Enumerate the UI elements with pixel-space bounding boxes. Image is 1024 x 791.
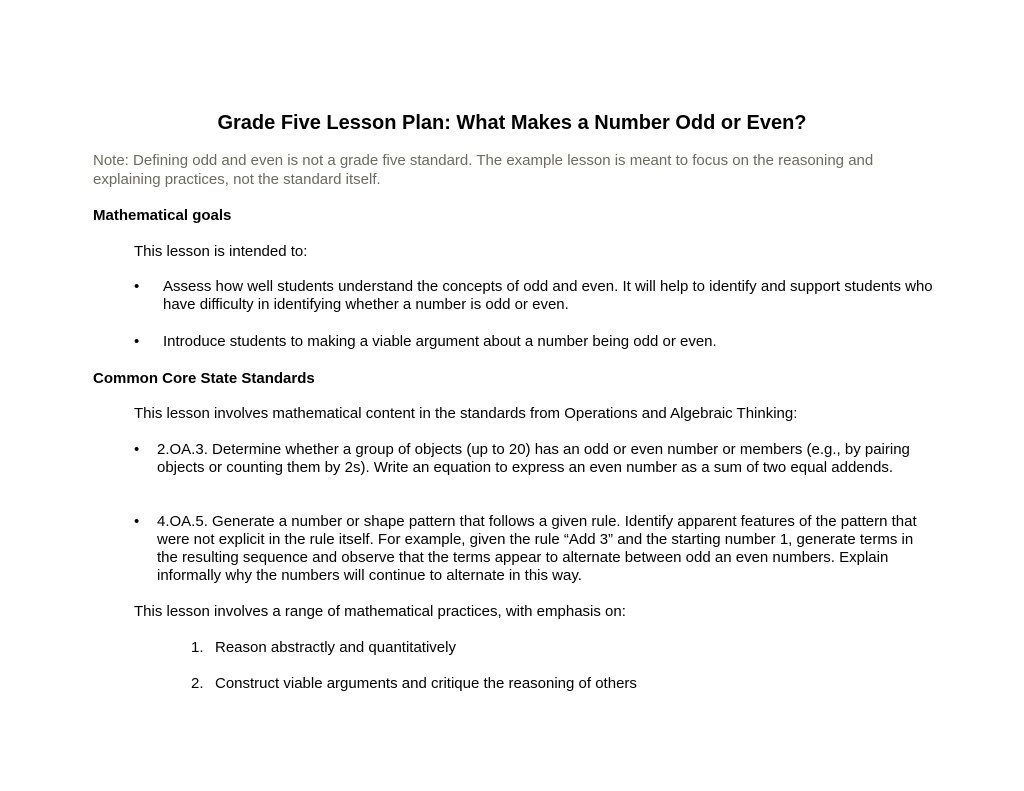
list-number: 1. <box>191 639 204 656</box>
bullet-text: 4.OA.5. Generate a number or shape pattern that follows a given rule. Identify apparent features of the pattern that were not explicit in the rule itself. For example, given the rule “Add 3” and the starting number 1, generate terms in the resulting sequence and observe that the terms appear to alternate between odd an even numbers. Explain informally why the numbers will continue to alternate in this way. <box>157 513 917 584</box>
goals-heading: Mathematical goals <box>93 207 232 224</box>
list-item-text: Reason abstractly and quantitatively <box>215 639 456 656</box>
bullet-icon: • <box>134 333 140 350</box>
list-item-text: Construct viable arguments and critique the reasoning of others <box>215 675 637 692</box>
list-number: 2. <box>191 675 204 692</box>
bullet-text: Assess how well students understand the concepts of odd and even. It will help to identify and support students who have difficulty in identifying whether a number is odd or even. <box>163 278 933 313</box>
bullet-text: 2.OA.3. Determine whether a group of objects (up to 20) has an odd or even number or members (e.g., by pairing objects or counting them by 2s). Write an equation to express an even number as a sum of two equal addends. <box>157 441 910 476</box>
bullet-icon: • <box>134 441 140 458</box>
practices-intro: This lesson involves a range of mathematical practices, with emphasis on: <box>134 603 626 620</box>
page-title: Grade Five Lesson Plan: What Makes a Number Odd or Even? <box>217 112 807 134</box>
bullet-text: Introduce students to making a viable argument about a number being odd or even. <box>163 333 717 350</box>
standards-intro: This lesson involves mathematical content in the standards from Operations and Algebraic Thinking: <box>134 405 798 422</box>
goals-intro: This lesson is intended to: <box>134 243 308 260</box>
standards-heading: Common Core State Standards <box>93 370 315 387</box>
bullet-icon: • <box>134 513 140 530</box>
note-paragraph: Note: Defining odd and even is not a grade five standard. The example lesson is meant to focus on the reasoning and explaining practices, not the standard itself. <box>93 152 874 188</box>
bullet-icon: • <box>134 278 140 295</box>
